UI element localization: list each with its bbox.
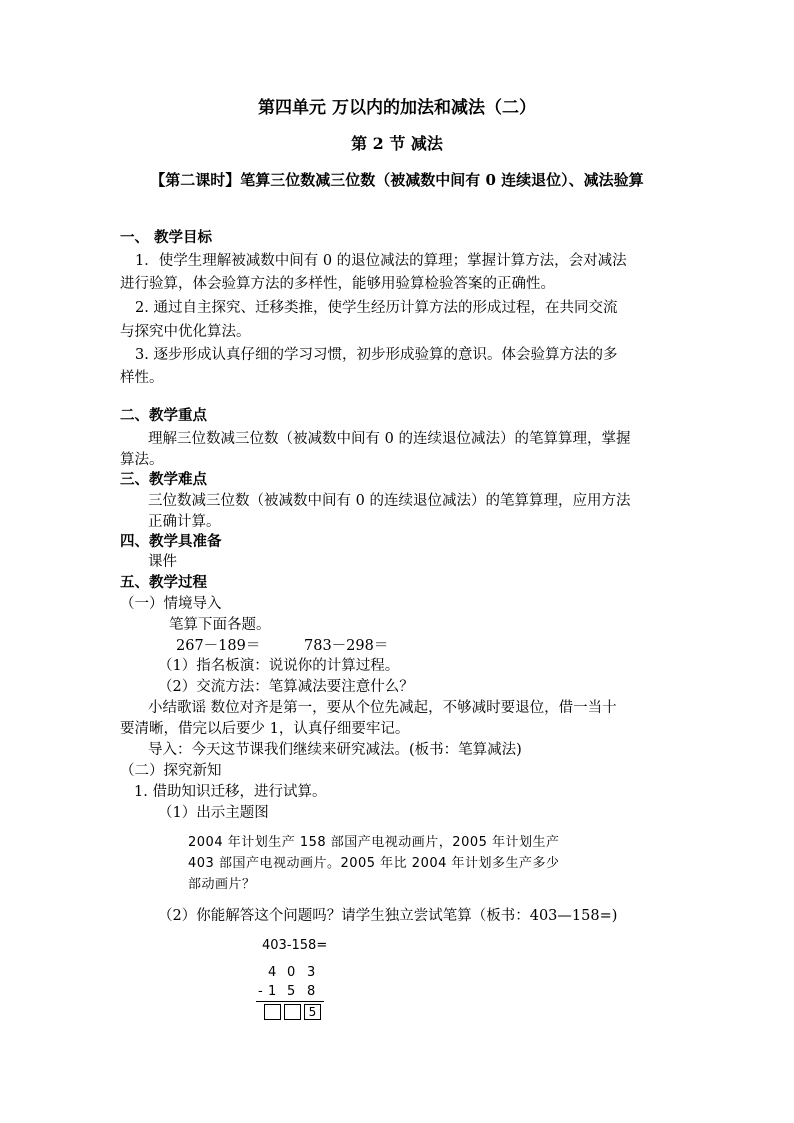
result-box-ones: 5	[304, 1004, 321, 1020]
part2-heading: （二）探究新知	[120, 763, 222, 779]
problem-line-3: 部动画片？	[188, 877, 256, 892]
part2-step-2: （2）你能解答这个问题吗？请学生独立尝试笔算（板书：403—158=)	[158, 908, 618, 924]
part1-summary-line-1: 小结歌谣 数位对齐是第一，要从个位先减起，不够减时要退位，借一当十	[148, 700, 617, 716]
part1-lead: 导入：今天这节课我们继续来研究减法。(板书：笔算减法)	[148, 742, 522, 758]
objective-2-line-1: 2. 通过自主探究、迁移类推，使学生经历计算方法的形成过程，在共同交流	[135, 300, 618, 316]
result-box-tens	[284, 1004, 301, 1020]
section-title: 第 2 节 减法	[351, 134, 443, 153]
lesson-title: 【第二课时】笔算三位数减三位数（被减数中间有 0 连续退位）、减法验算	[150, 171, 644, 189]
result-box-hundreds	[264, 1004, 281, 1020]
objectives-heading: 一、 教学目标	[120, 229, 213, 246]
difficulties-line-1: 三位数减三位数（被减数中间有 0 的连续退位减法）的笔算算理，应用方法	[148, 493, 631, 509]
objective-2-line-2: 与探究中优化算法。	[120, 324, 251, 340]
subtrahend-hundreds: 1	[268, 984, 277, 999]
calc-underline	[256, 1001, 324, 1002]
minuend-hundreds: 4	[268, 965, 277, 980]
problem-line-2: 403 部国产电视动画片。2005 年比 2004 年计划多生产多少	[188, 856, 560, 871]
objective-3-line-1: 3. 逐步形成认真仔细的学习习惯，初步形成验算的意识。体会验算方法的多	[135, 347, 618, 363]
objective-3-line-2: 样性。	[120, 370, 164, 386]
part2-item-1: 1. 借助知识迁移，进行试算。	[134, 784, 327, 800]
minus-sign: -	[258, 984, 263, 999]
objective-1-line-2: 进行验算，体会验算方法的多样性，能够用验算检验答案的正确性。	[120, 276, 555, 292]
part1-expression-1: 267－189＝	[176, 638, 261, 654]
materials-line-1: 课件	[148, 554, 177, 570]
part1-step-1: （1）指名板演：说说你的计算过程。	[158, 658, 400, 674]
minuend-tens: 0	[287, 965, 296, 980]
materials-heading: 四、教学具准备	[120, 533, 222, 550]
part2-step-1: （1）出示主题图	[158, 805, 269, 821]
part1-heading: （一）情境导入	[120, 596, 222, 612]
part1-step-2: （2）交流方法：笔算减法要注意什么？	[158, 679, 414, 695]
unit-title: 第四单元 万以内的加法和减法（二）	[258, 98, 536, 118]
key-points-heading: 二、教学重点	[120, 407, 207, 424]
part1-expression-2: 783－298＝	[304, 638, 389, 654]
part1-intro: 笔算下面各题。	[169, 617, 271, 633]
difficulties-line-2: 正确计算。	[148, 514, 221, 530]
key-points-line-2: 算法。	[120, 452, 164, 468]
difficulties-heading: 三、教学难点	[120, 471, 207, 488]
key-points-line-1: 理解三位数减三位数（被减数中间有 0 的连续退位减法）的笔算算理，掌握	[148, 431, 631, 447]
calc-expression: 403-158=	[262, 938, 328, 953]
minuend-ones: 3	[307, 965, 316, 980]
objective-1-line-1: 1．使学生理解被减数中间有 0 的退位减法的算理；掌握计算方法，会对减法	[135, 253, 627, 269]
process-heading: 五、教学过程	[120, 574, 207, 591]
part1-summary-line-2: 要清晰，借完以后要少 1，认真仔细要牢记。	[120, 721, 410, 737]
problem-line-1: 2004 年计划生产 158 部国产电视动画片，2005 年计划生产	[188, 835, 560, 850]
subtrahend-tens: 5	[287, 984, 296, 999]
subtrahend-ones: 8	[307, 984, 316, 999]
